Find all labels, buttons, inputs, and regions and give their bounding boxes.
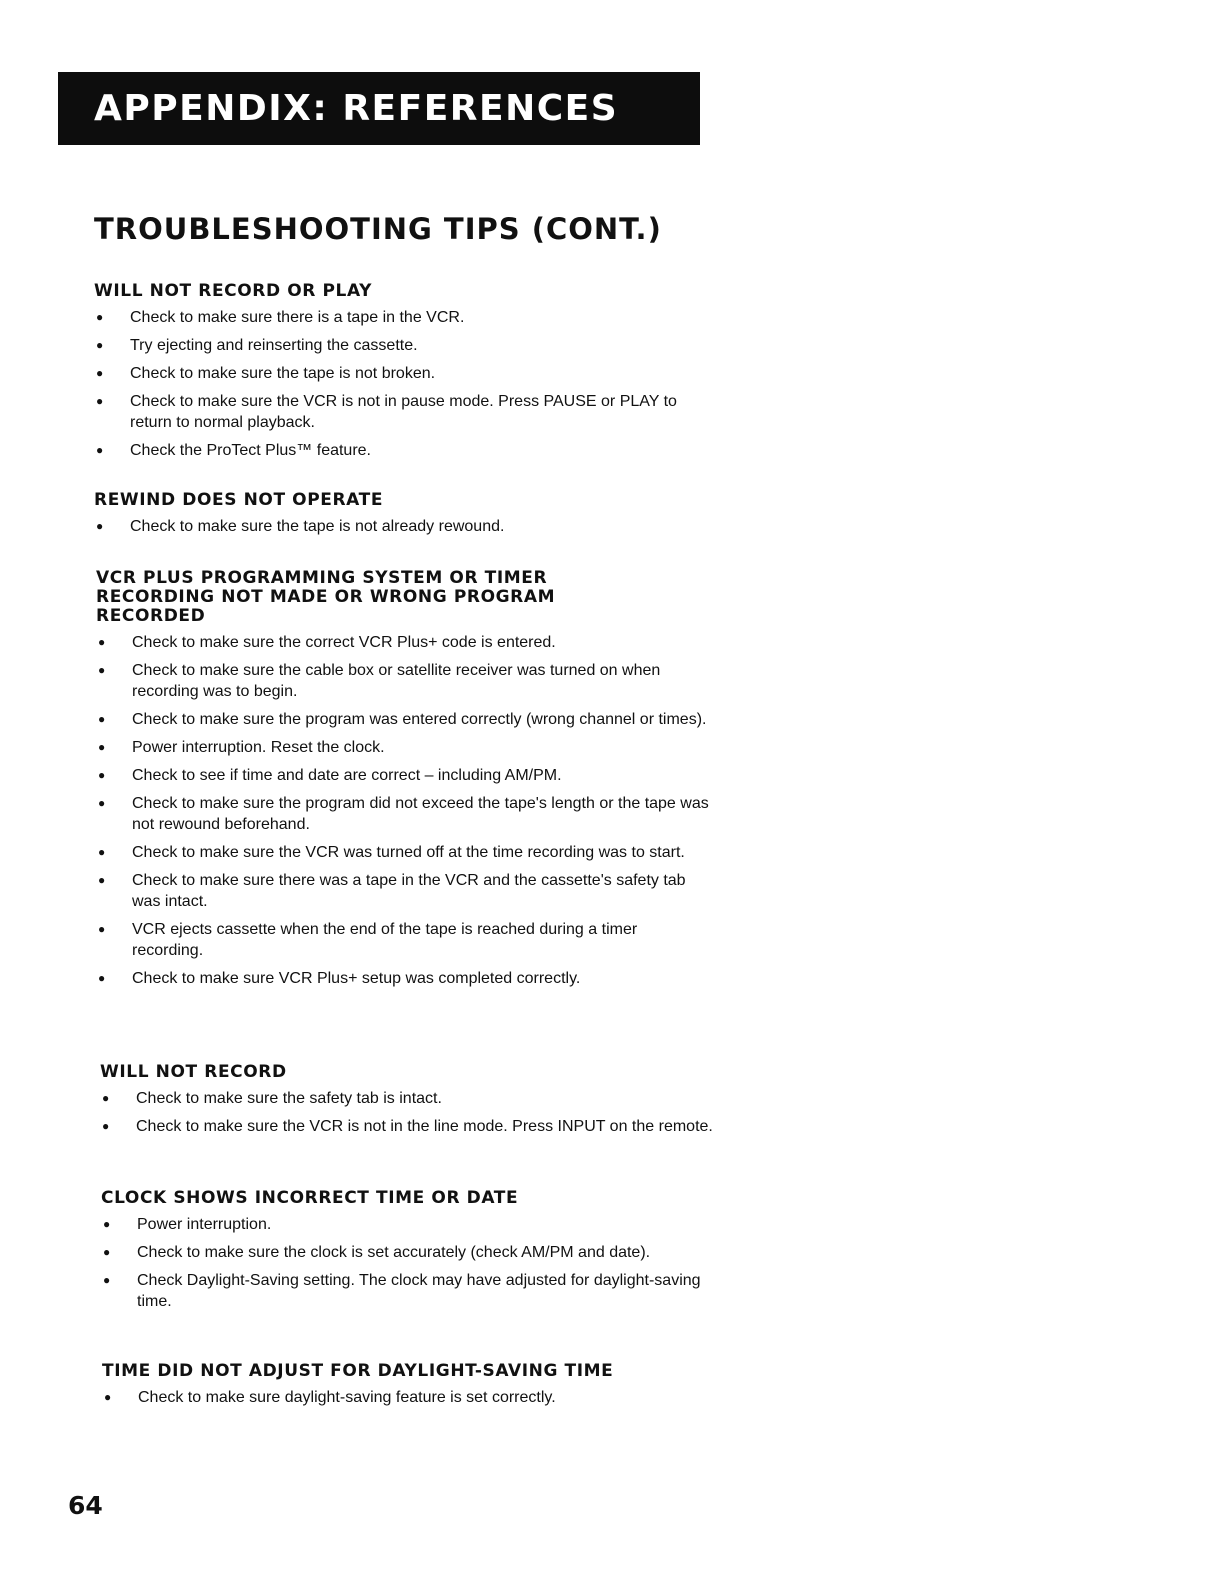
list-item-text: Check Daylight-Saving setting. The clock may have adjusted for daylight-saving time. — [137, 1272, 701, 1310]
bullet-icon: ● — [98, 663, 106, 677]
bullet-icon: ● — [98, 796, 106, 810]
list-item — [96, 660, 711, 702]
bullet-icon: ● — [96, 443, 104, 457]
banner-title: APPENDIX: REFERENCES — [94, 88, 619, 129]
list-item — [101, 1270, 726, 1312]
bullet-list — [94, 307, 719, 461]
bullet-icon: ● — [98, 740, 106, 754]
bullet-icon: ● — [98, 768, 106, 782]
bullet-icon: ● — [96, 366, 104, 380]
section-heading: REWIND DOES NOT OPERATE — [94, 490, 384, 510]
bullet-icon: ● — [102, 1091, 110, 1105]
list-item-text: Check the ProTect Plus™ feature. — [130, 442, 371, 459]
list-item-text: Power interruption. Reset the clock. — [132, 739, 385, 756]
list-item-text: Check to make sure the clock is set accurately (check AM/PM and date). — [137, 1244, 651, 1261]
list-item-text: Check to make sure the VCR was turned off at the time recording was to start. — [132, 844, 685, 861]
list-item — [94, 363, 719, 384]
list-item — [94, 391, 719, 433]
bullet-list — [94, 516, 719, 537]
bullet-icon: ● — [98, 873, 106, 887]
list-item — [96, 968, 711, 989]
list-item — [96, 709, 711, 730]
list-item — [94, 307, 719, 328]
section-will-not-record — [100, 1063, 725, 1144]
bullet-icon: ● — [103, 1273, 111, 1287]
bullet-list — [96, 632, 711, 989]
appendix-banner — [58, 72, 700, 145]
list-item-text: Check to make sure the VCR is not in the line mode. Press INPUT on the remote. — [136, 1118, 713, 1135]
section-daylight-saving-not-adjusted — [102, 1362, 727, 1415]
section-heading: TIME DID NOT ADJUST FOR DAYLIGHT-SAVING TIME — [102, 1361, 614, 1381]
section-clock-shows-incorrect-time — [101, 1189, 726, 1319]
list-item-text: Check to see if time and date are correct – including AM/PM. — [132, 767, 562, 784]
list-item — [96, 765, 711, 786]
bullet-icon: ● — [98, 845, 106, 859]
list-item-text: Check to make sure the tape is not already rewound. — [130, 518, 505, 535]
section-rewind-does-not-operate — [94, 491, 719, 544]
list-item-text: Check to make sure the correct VCR Plus+ code is entered. — [132, 634, 556, 651]
bullet-icon: ● — [96, 519, 104, 533]
list-item-text: Check to make sure VCR Plus+ setup was completed correctly. — [132, 970, 581, 987]
bullet-icon: ● — [104, 1390, 112, 1404]
list-item — [101, 1242, 726, 1263]
bullet-list — [100, 1088, 725, 1137]
list-item-text: Power interruption. — [137, 1216, 272, 1233]
list-item-text: Check to make sure the safety tab is intact. — [136, 1090, 442, 1107]
list-item — [96, 919, 711, 961]
list-item-text: Try ejecting and reinserting the cassette. — [130, 337, 418, 354]
bullet-icon: ● — [98, 922, 106, 936]
list-item-text: Check to make sure the VCR is not in pause mode. Press PAUSE or PLAY to return to normal playback. — [130, 393, 677, 431]
bullet-icon: ● — [103, 1245, 111, 1259]
list-item — [94, 516, 719, 537]
bullet-icon: ● — [96, 338, 104, 352]
page-title: TROUBLESHOOTING TIPS (CONT.) — [94, 212, 662, 246]
bullet-icon: ● — [96, 310, 104, 324]
list-item — [100, 1088, 725, 1109]
section-will-not-record-or-play — [94, 282, 719, 468]
list-item-text: VCR ejects cassette when the end of the tape is reached during a timer recording. — [132, 921, 638, 959]
section-heading: CLOCK SHOWS INCORRECT TIME OR DATE — [101, 1188, 519, 1208]
list-item — [94, 440, 719, 461]
list-item — [101, 1214, 726, 1235]
list-item — [96, 737, 711, 758]
bullet-list — [101, 1214, 726, 1312]
list-item — [96, 632, 711, 653]
list-item-text: Check to make sure there is a tape in the VCR. — [130, 309, 465, 326]
list-item — [96, 793, 711, 835]
list-item — [96, 870, 711, 912]
list-item — [96, 842, 711, 863]
bullet-icon: ● — [98, 635, 106, 649]
bullet-icon: ● — [103, 1217, 111, 1231]
bullet-icon: ● — [98, 971, 106, 985]
page-number: 64 — [68, 1491, 103, 1520]
section-vcr-plus-timer-recording — [96, 569, 711, 996]
bullet-icon: ● — [96, 394, 104, 408]
section-heading: VCR PLUS PROGRAMMING SYSTEM OR TIMER RECORDING NOT MADE OR WRONG PROGRAM RECORDED — [96, 568, 556, 626]
list-item-text: Check to make sure the cable box or satellite receiver was turned on when recording was to begin. — [132, 662, 661, 700]
list-item — [100, 1116, 725, 1137]
list-item-text: Check to make sure there was a tape in the VCR and the cassette's safety tab was intact. — [132, 872, 686, 910]
list-item — [94, 335, 719, 356]
list-item — [102, 1387, 727, 1408]
list-item-text: Check to make sure the program did not exceed the tape's length or the tape was not rewound beforehand. — [132, 795, 709, 833]
section-heading: WILL NOT RECORD — [100, 1062, 287, 1082]
list-item-text: Check to make sure the program was entered correctly (wrong channel or times). — [132, 711, 707, 728]
bullet-icon: ● — [102, 1119, 110, 1133]
section-heading: WILL NOT RECORD OR PLAY — [94, 281, 372, 301]
bullet-icon: ● — [98, 712, 106, 726]
list-item-text: Check to make sure the tape is not broken. — [130, 365, 436, 382]
list-item-text: Check to make sure daylight-saving feature is set correctly. — [138, 1389, 556, 1406]
bullet-list — [102, 1387, 727, 1408]
